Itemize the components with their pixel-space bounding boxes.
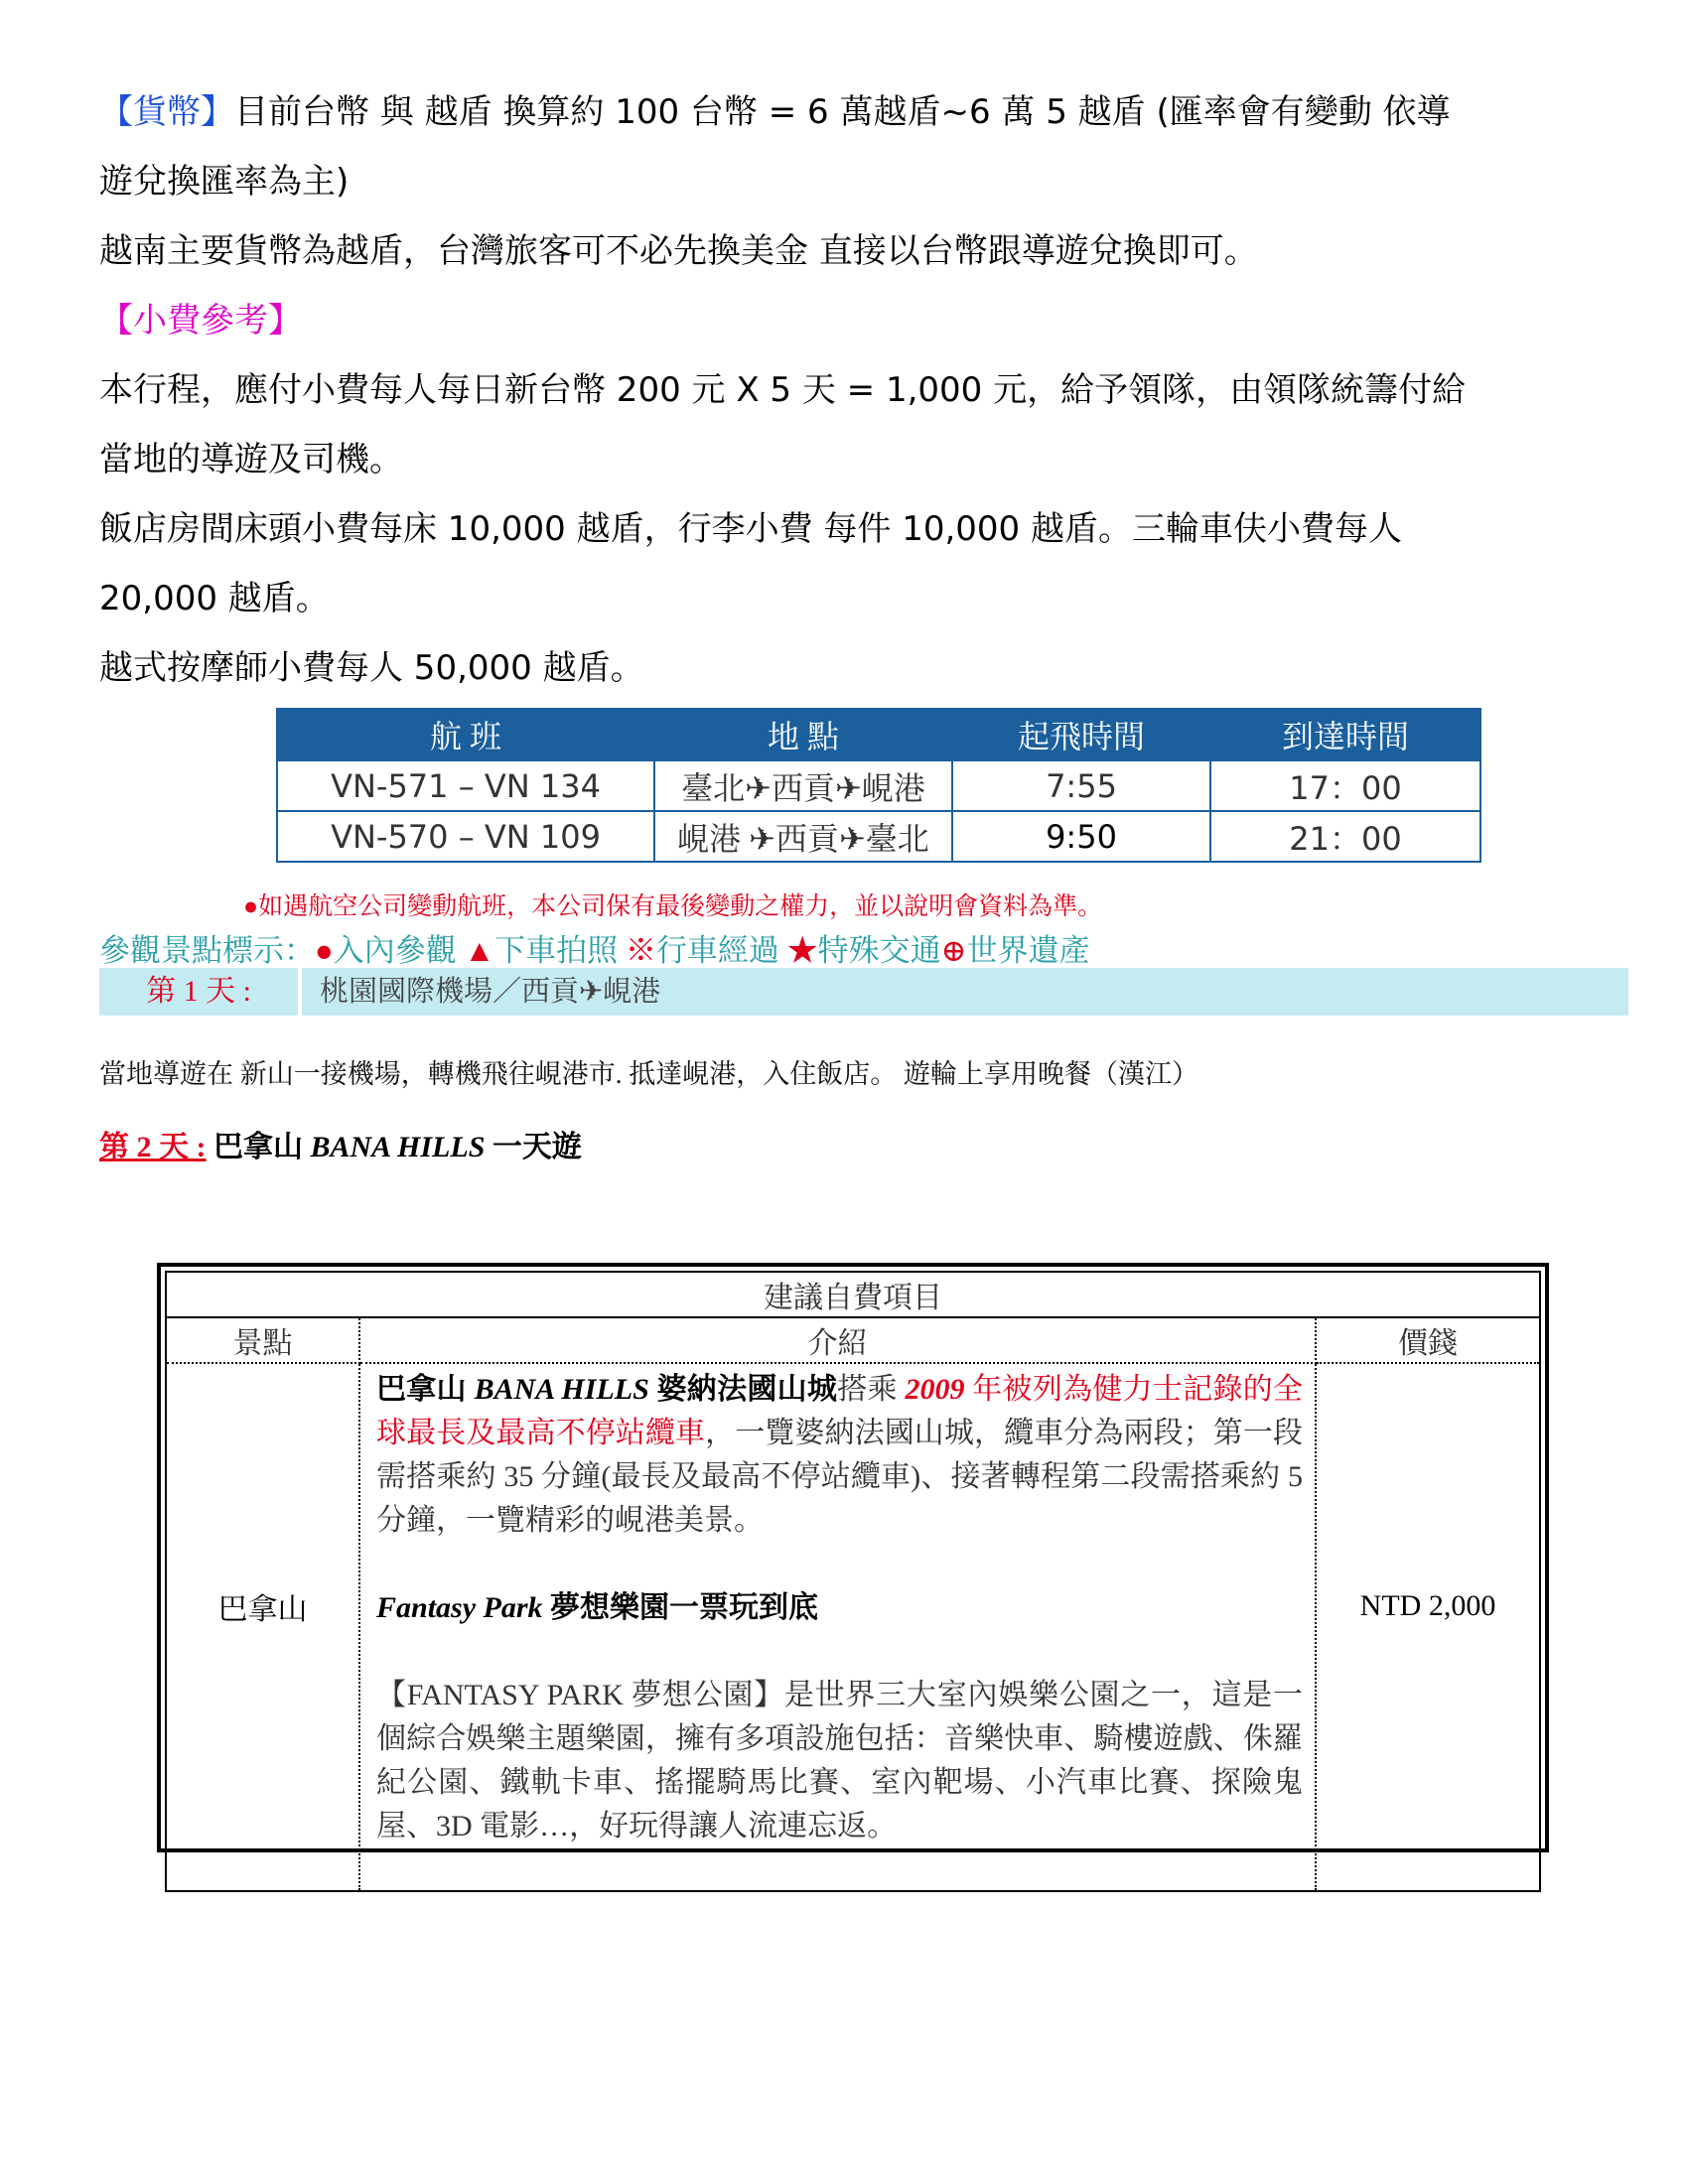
flight-notice: ●如遇航空公司變動航班，本公司保有最後變動之權力，並以說明會資料為準。	[243, 893, 1103, 920]
header-flight: 航 班	[277, 709, 654, 760]
tips-label: 【小費參考】	[99, 301, 302, 341]
header-depart: 起飛時間	[952, 709, 1210, 760]
currency-label: 【貨幣】	[99, 92, 234, 132]
optional-item-row	[166, 1363, 1540, 1849]
legend-photo: 下車拍照	[494, 933, 626, 968]
day-2-title-c: 一天遊	[485, 1131, 582, 1163]
legend-prefix: 參觀景點標示：	[99, 933, 315, 968]
intro-paragraph-3: 【FANTASY PARK 夢想公園】是世界三大室內娛樂公園之一，這是一個綜合娛樂主題樂園，擁有多項設施包括：音樂快車、騎樓遊戲、侏羅紀公園、鐵軌卡車、搖擺騎馬比賽、室內靶場、小汽車比賽、探險鬼屋、3D 電影…，好玩得讓人流連忘返。	[376, 1679, 1303, 1843]
currency-line-cont: 遊兌換匯率為主)	[99, 162, 350, 202]
legend	[99, 925, 1090, 970]
day-1-route: 桃園國際機場／西貢✈峴港	[320, 976, 661, 1008]
tips-line-4: 20,000 越盾。	[99, 579, 330, 618]
day-1-bar	[99, 968, 1628, 1016]
item-price: NTD 2,000	[1316, 1363, 1540, 1849]
tips-line-5: 越式按摩師小費每人 50,000 越盾。	[99, 648, 644, 688]
photo-icon: ▲	[464, 933, 495, 968]
flight-number: VN-571 – VN 134	[277, 760, 654, 811]
item-intro	[359, 1363, 1316, 1849]
intro-year: 2009	[905, 1373, 965, 1406]
legend-pass: 行車經過	[655, 933, 787, 968]
day-1-label: 第 1 天 :	[146, 975, 251, 1008]
fantasy-park-name: Fantasy Park	[376, 1591, 543, 1624]
star-icon: ★	[786, 933, 818, 968]
tips-line-1: 本行程，應付小費每人每日新台幣 200 元 X 5 天 = 1,000 元，給予領隊，由領隊統籌付給	[99, 370, 1467, 410]
legend-special: 特殊交通	[817, 933, 941, 968]
optional-table-inner	[165, 1271, 1541, 1892]
intro-text-d: 搭乘	[837, 1373, 906, 1406]
header-arrive: 到達時間	[1210, 709, 1480, 760]
tips-line-3: 飯店房間床頭小費每床 10,000 越盾，行李小費 每件 10,000 越盾。三輪車伕小費每人	[99, 509, 1402, 549]
enter-icon: ●	[315, 933, 334, 968]
day-1-description: 當地導遊在 新山一接機場，轉機飛往峴港市. 抵達峴港，入住飯店。 遊輪上享用晚餐（漢江）	[99, 1059, 1198, 1089]
flight-depart: 7:55	[952, 760, 1210, 811]
day-2-title-a: 巴拿山	[206, 1131, 311, 1163]
optional-empty-row	[166, 1849, 1540, 1891]
paragraph-gap	[376, 1630, 1303, 1674]
day-2-label: 第 2 天 :	[99, 1131, 207, 1163]
flight-depart: 9:50	[952, 811, 1210, 862]
currency-text: 目前台幣 與 越盾 換算約 100 台幣 = 6 萬越盾~6 萬 5 越盾 (匯率會有變動 依導	[234, 92, 1451, 132]
fantasy-park-title: 夢想樂園一票玩到底	[542, 1591, 819, 1624]
heritage-icon: ⊕	[940, 933, 967, 968]
legend-enter: 入內參觀	[333, 933, 465, 968]
paragraph-gap	[376, 1543, 1303, 1586]
flight-route: 臺北✈西貢✈峴港	[654, 760, 952, 811]
tips-line-2: 當地的導遊及司機。	[99, 440, 403, 479]
intro-bold-italic: BANA HILLS	[474, 1373, 649, 1406]
pass-icon: ※	[625, 933, 656, 968]
currency-note: 越南主要貨幣為越盾，台灣旅客可不必先換美金 直接以台幣跟導遊兌換即可。	[99, 231, 1258, 271]
intro-paragraph-1	[376, 1368, 1303, 1543]
flight-row	[277, 811, 1480, 862]
optional-items-table	[157, 1263, 1549, 1852]
header-route: 地 點	[654, 709, 952, 760]
flight-header-row	[277, 709, 1480, 760]
flight-arrive: 17：00	[1210, 760, 1480, 811]
intro-text-g: ，一覽婆納法國山城，纜車分為兩段；第一段需搭乘約 35 分鐘(最長及最高不停站纜車)、接著轉程第二段需搭乘約 5 分鐘，一覽精彩的峴港美景。	[376, 1417, 1304, 1537]
intro-bold-c: 婆納法國山城	[648, 1373, 838, 1406]
flight-row	[277, 760, 1480, 811]
flight-table	[276, 708, 1481, 863]
flight-number: VN-570 – VN 109	[277, 811, 654, 862]
legend-heritage: 世界遺產	[966, 933, 1090, 968]
optional-caption-row	[166, 1272, 1540, 1317]
day-2-heading	[99, 1122, 582, 1165]
col-site-header: 景點	[166, 1317, 359, 1363]
col-intro-header: 介紹	[359, 1317, 1316, 1363]
item-site: 巴拿山	[166, 1363, 359, 1849]
day-bar-divider	[298, 968, 302, 1016]
col-price-header: 價錢	[1316, 1317, 1540, 1363]
intro-paragraph-2	[376, 1586, 1303, 1630]
optional-header-row	[166, 1317, 1540, 1363]
intro-bold-a: 巴拿山	[376, 1373, 475, 1406]
empty-cell	[166, 1849, 359, 1891]
flight-arrive: 21：00	[1210, 811, 1480, 862]
optional-caption: 建議自費項目	[166, 1272, 1540, 1317]
intro-highlight: 年被列為健力士記錄的全球最長及最高不停站纜車	[376, 1373, 1304, 1449]
day-2-title-b: BANA HILLS	[310, 1131, 486, 1163]
empty-cell	[1316, 1849, 1540, 1891]
flight-route: 峴港 ✈西貢✈臺北	[654, 811, 952, 862]
empty-cell	[359, 1849, 1316, 1891]
currency-line	[99, 77, 1609, 147]
info-section	[99, 77, 1609, 703]
